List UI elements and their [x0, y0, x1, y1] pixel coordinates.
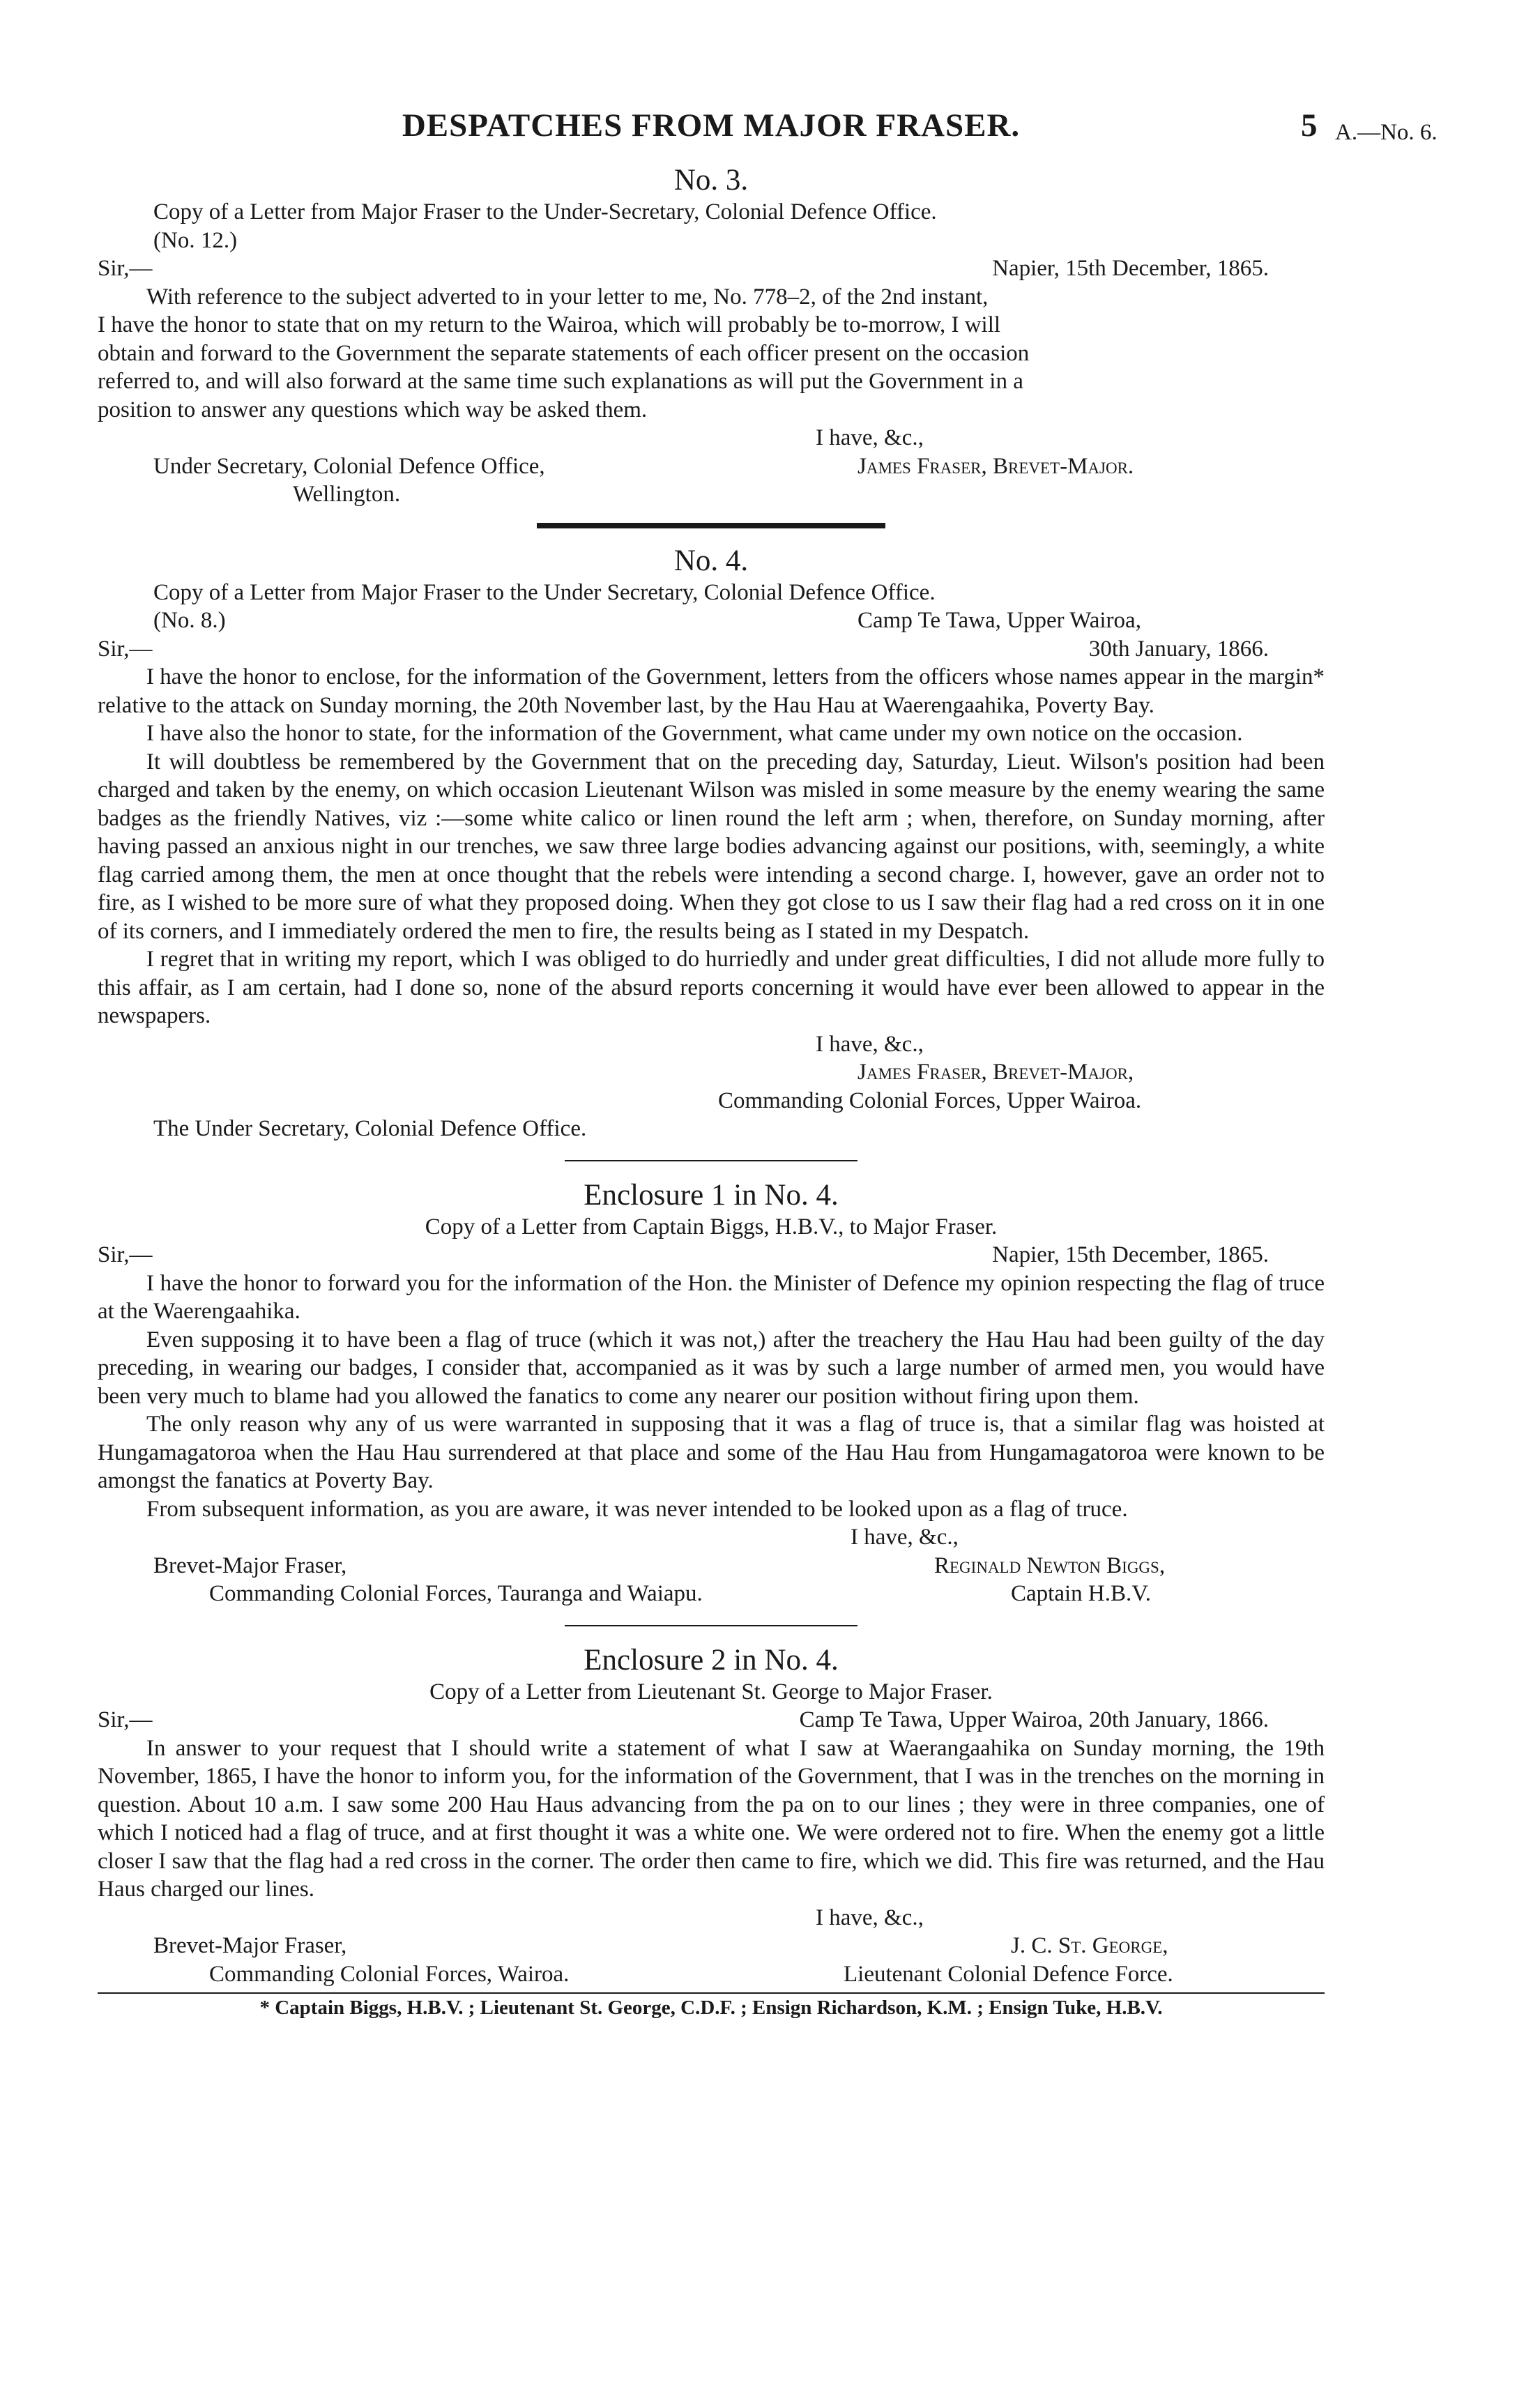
salutation: Sir,—	[98, 1707, 153, 1732]
paragraph: I have the honor to enclose, for the information of the Government, letters from the officers whose names appear in the margin* relative to the attack on Sunday morning, the 20th November last, by the Hau Hau at Waerengaahika, Poverty Bay.	[98, 664, 1325, 718]
addressee-place: Wellington.	[293, 482, 401, 507]
section-title: Enclosure 2 in No. 4.	[584, 1643, 839, 1677]
ref-line	[98, 606, 1325, 635]
footnote: * Captain Biggs, H.B.V. ; Lieutenant St. George, C.D.F. ; Ensign Richardson, K.M. ; Ensign Tuke, H.B.V.	[259, 1997, 1163, 2019]
addressee-title-line	[98, 1960, 1325, 1989]
body-line: With reference to the subject adverted to in your letter to me, No. 778–2, of the 2nd instant,	[146, 284, 989, 310]
signature-title-line	[98, 1087, 1325, 1115]
section-title: No. 3.	[673, 164, 749, 197]
close-line	[98, 1904, 1325, 1932]
running-title: DESPATCHES FROM MAJOR FRASER.	[402, 107, 1021, 144]
letter-close: I have, &c.,	[851, 1525, 959, 1550]
addressee-signature-line	[98, 1552, 1325, 1580]
body-line: I have the honor to state that on my return to the Wairoa, which will probably be to-morrow, I will	[98, 312, 1001, 337]
addressee-line	[98, 1115, 1325, 1143]
letter-intro: Copy of a Letter from Captain Biggs, H.B.V., to Major Fraser.	[425, 1214, 998, 1239]
letter-intro: Copy of a Letter from Lieutenant St. George to Major Fraser.	[429, 1679, 993, 1704]
section-title: No. 4.	[673, 544, 749, 577]
addressee-signature-line	[98, 1932, 1325, 1960]
salutation-line	[98, 1706, 1325, 1734]
letter-ref: (No. 8.)	[153, 608, 226, 633]
letter-ref: (No. 12.)	[153, 227, 238, 253]
paragraph: Even supposing it to have been a flag of truce (which it was not,) after the treachery the Hau Hau had been guilty of the day preceding, in wearing our badges, I consider that, accompanied as it was by such a large number of armed men, you would have been very much to blame had you allowed the fanatics to come any nearer our position without firing upon them.	[98, 1327, 1325, 1409]
signature: James Fraser, Brevet-Major,	[857, 1060, 1134, 1085]
addressee: Under Secretary, Colonial Defence Office,	[153, 453, 545, 479]
enclosure-1	[98, 1178, 1325, 1608]
paragraph: The only reason why any of us were warranted in supposing that it was a flag of truce is, that a similar flag was hoisted at Hungamagatoroa when the Hau Hau surrendered at that place and some of the Hau Hau from Hungamagatoroa were known to be amongst the fanatics at Poverty Bay.	[98, 1412, 1325, 1493]
section-divider	[537, 523, 885, 528]
signature-title: Commanding Colonial Forces, Upper Wairoa.	[718, 1088, 1142, 1113]
addressee: The Under Secretary, Colonial Defence Office.	[153, 1116, 587, 1141]
document-page	[98, 105, 1438, 2022]
signature: James Fraser, Brevet-Major.	[857, 453, 1134, 479]
section-title: Enclosure 1 in No. 4.	[584, 1178, 839, 1212]
section-divider	[565, 1160, 857, 1161]
paragraph: I have also the honor to state, for the information of the Government, what came under my own notice on the occasion.	[146, 721, 1243, 746]
body-line: position to answer any questions which way be asked them.	[98, 397, 648, 422]
salutation-line	[98, 1241, 1325, 1269]
signature-title: Captain H.B.V.	[1011, 1581, 1152, 1606]
addressee-title-line	[98, 1580, 1325, 1608]
addressee: Brevet-Major Fraser,	[153, 1933, 347, 1958]
letter-date: 30th January, 1866.	[1088, 636, 1269, 662]
letter-close: I have, &c.,	[816, 1905, 924, 1930]
paper-reference: A.—No. 6.	[1335, 120, 1438, 145]
paragraph: I have the honor to forward you for the information of the Hon. the Minister of Defence my opinion respecting the flag of truce at the Waerengaahika.	[98, 1270, 1325, 1324]
letter-body	[98, 1734, 1325, 1904]
body-line: obtain and forward to the Government the separate statements of each officer present on the occasion	[98, 340, 1030, 366]
addressee-title: Commanding Colonial Forces, Tauranga and Waiapu.	[209, 1581, 703, 1606]
salutation: Sir,—	[98, 636, 153, 662]
addressee-title: Commanding Colonial Forces, Wairoa.	[209, 1961, 570, 1987]
letter-no-3	[98, 163, 1325, 509]
section-divider	[565, 1625, 857, 1626]
letter-body	[98, 663, 1325, 1030]
letter-intro: Copy of a Letter from Major Fraser to the Under-Secretary, Colonial Defence Office.	[153, 199, 937, 224]
letter-intro: Copy of a Letter from Major Fraser to the Under Secretary, Colonial Defence Office.	[153, 579, 936, 605]
enclosure-2	[98, 1643, 1325, 1989]
close-line	[98, 1030, 1325, 1059]
addressee-place-line	[98, 480, 1325, 509]
paragraph: From subsequent information, as you are aware, it was never intended to be looked upon as a flag of truce.	[146, 1496, 1128, 1522]
salutation-line	[98, 254, 1325, 283]
letter-body	[98, 1269, 1325, 1524]
paragraph: In answer to your request that I should write a statement of what I saw at Waerangaahika on Sunday morning, the 19th November, 1865, I have the honor to inform you, for the information of the Government, that I was in the trenches on the morning in question. About 10 a.m. I saw some 200 Hau Haus advancing from the pa on to our lines ; they were in three companies, one of which I noticed had a flag of truce, and at first thought it was a white one. We were ordered not to fire. When the enemy got a little closer I saw that the flag had a red cross in the corner. The order then came to fire, which we did. This fire was returned, and the Hau Haus charged our lines.	[98, 1735, 1325, 1902]
body-line: referred to, and will also forward at the same time such explanations as will put the Government in a	[98, 369, 1023, 394]
paragraph: I regret that in writing my report, which I was obliged to do hurriedly and under great difficulties, I did not allude more fully to this affair, as I am certain, had I done so, none of the absurd reports concerning it would have ever been allowed to appear in the newspapers.	[98, 947, 1325, 1028]
page-header	[98, 105, 1438, 160]
paragraph: It will doubtless be remembered by the Government that on the preceding day, Saturday, Lieut. Wilson's position had been charged and taken by the enemy, on which occasion Lieutenant Wilson was misled in some measure by the enemy wearing the same badges as the friendly Natives, viz :—some white calico or linen round the left arm ; when, therefore, on Sunday morning, after having passed an anxious night in our trenches, we saw three large bodies advancing against our positions, with, seemingly, a white flag carried among them, the men at once thought that the rebels were intending a second charge. I, however, gave an order not to fire, as I wished to be more sure of what they proposed doing. When they got close to us I saw their flag had a red cross on it in one of its corners, and I immediately ordered the men to fire, the results being as I stated in my Despatch.	[98, 749, 1325, 944]
letter-place: Camp Te Tawa, Upper Wairoa,	[857, 608, 1141, 633]
salutation: Sir,—	[98, 256, 153, 281]
letter-close: I have, &c.,	[816, 425, 924, 450]
signature: J. C. St. George,	[1011, 1933, 1168, 1958]
place-date: Camp Te Tawa, Upper Wairoa, 20th January, 1866.	[799, 1707, 1269, 1732]
place-date: Napier, 15th December, 1865.	[992, 1242, 1269, 1267]
addressee: Brevet-Major Fraser,	[153, 1552, 347, 1578]
letter-no-4	[98, 544, 1325, 1143]
signature-title: Lieutenant Colonial Defence Force.	[844, 1961, 1173, 1987]
salutation-line	[98, 635, 1325, 664]
close-line	[98, 424, 1325, 452]
close-line	[98, 1523, 1325, 1552]
signature: Reginald Newton Biggs,	[934, 1552, 1166, 1578]
letter-body	[98, 283, 1325, 425]
addressee-signature-line	[98, 452, 1325, 481]
signature-line	[98, 1058, 1325, 1087]
letter-close: I have, &c.,	[816, 1031, 924, 1057]
page-number: 5	[1301, 107, 1318, 144]
place-date: Napier, 15th December, 1865.	[992, 256, 1269, 281]
salutation: Sir,—	[98, 1242, 153, 1267]
